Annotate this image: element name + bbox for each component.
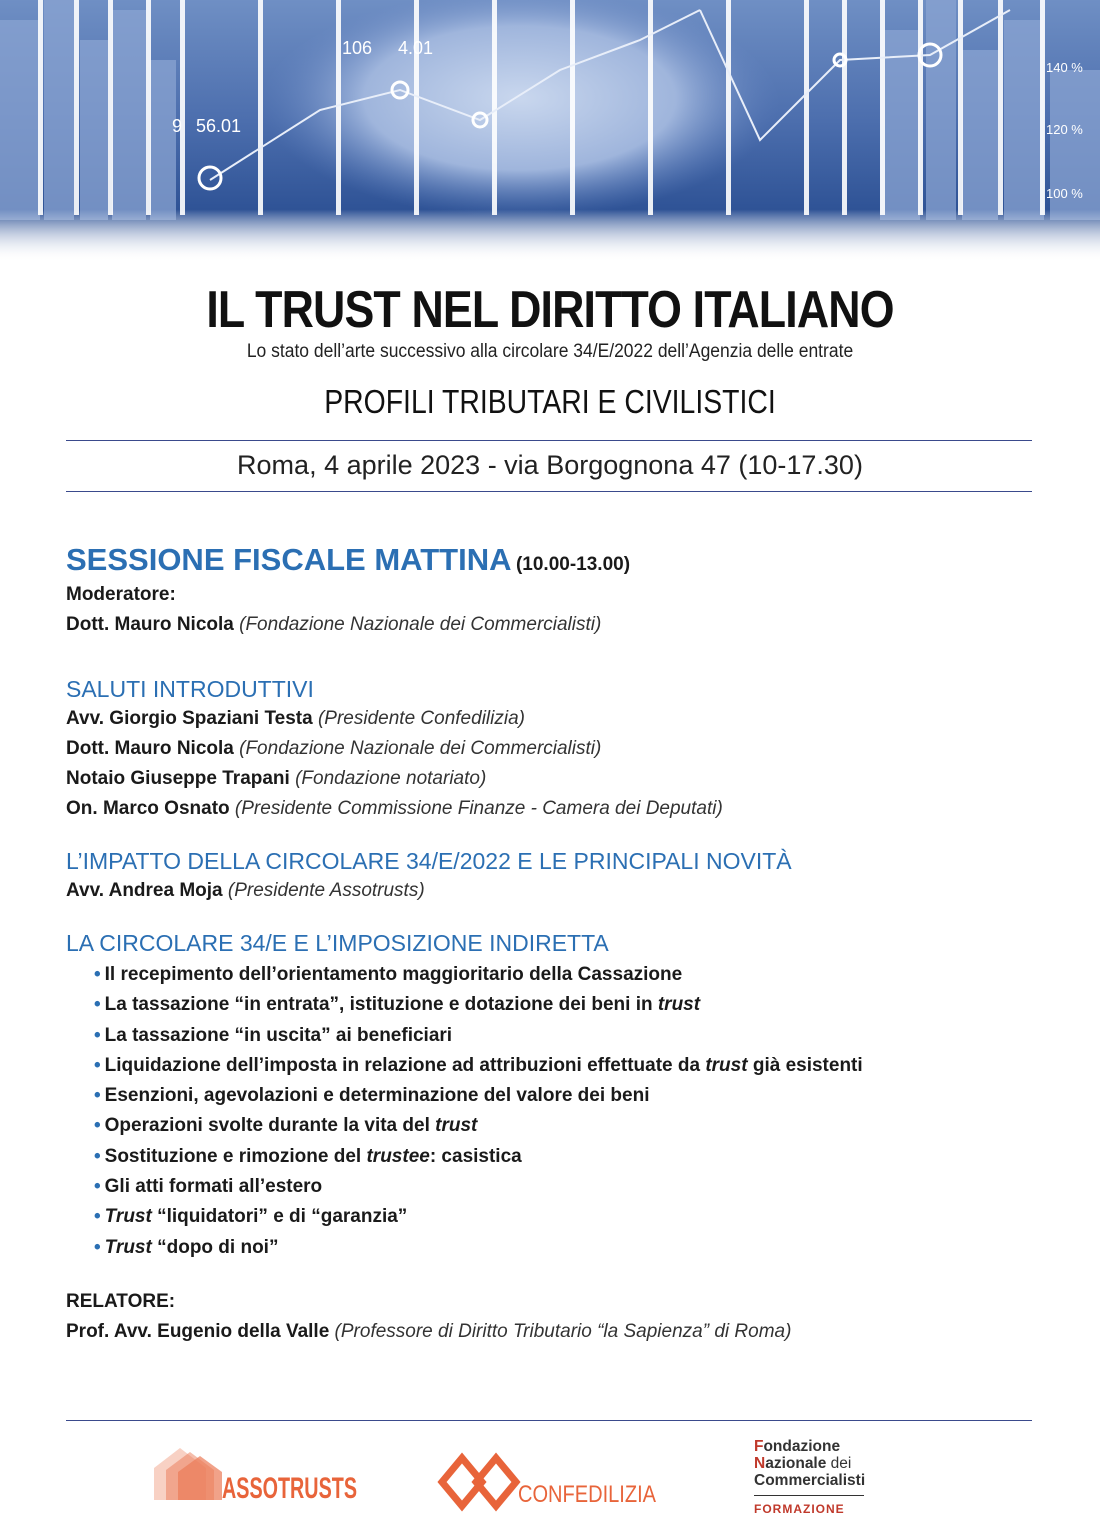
event-date-location: Roma, 4 aprile 2023 - via Borgognona 47 (10-17.30) xyxy=(237,450,863,480)
bullet-icon: • xyxy=(94,1024,101,1046)
impact-heading: L’IMPATTO DELLA CIRCOLARE 34/E/2022 E LE PRINCIPALI NOVITÀ xyxy=(66,848,792,874)
speaker-line xyxy=(66,876,1046,906)
list-item: • Gli atti formati all’estero xyxy=(94,1176,323,1198)
confedilizia-logo xyxy=(436,1452,661,1510)
page-title: IL TRUST NEL DIRITTO ITALIANO xyxy=(206,281,894,339)
topic-list xyxy=(94,960,1046,1263)
moderator-line xyxy=(66,610,1046,640)
assotrusts-logo xyxy=(152,1440,362,1510)
sponsor-logos xyxy=(66,1430,1032,1525)
list-item: • La tassazione “in entrata”, istituzione e dotazione dei beni in trust xyxy=(94,994,701,1016)
divider-middle xyxy=(66,491,1032,492)
bullet-icon: • xyxy=(94,1176,101,1198)
header-banner xyxy=(0,0,1100,262)
banner-graphic xyxy=(0,0,1100,262)
speaker-role: (Presidente Assotrusts) xyxy=(227,880,425,901)
indirect-tax-heading: LA CIRCOLARE 34/E E L’IMPOSIZIONE INDIRETTA xyxy=(66,930,609,956)
bullet-icon: • xyxy=(94,1236,101,1258)
greetings-heading: SALUTI INTRODUTTIVI xyxy=(66,676,314,702)
speaker-name: Prof. Avv. Eugenio della Valle xyxy=(66,1320,330,1342)
bullet-icon: • xyxy=(94,994,101,1016)
speaker-role: (Presidente Confedilizia) xyxy=(317,708,525,729)
list-item: • Sostituzione e rimozione del trustee: casistica xyxy=(94,1145,522,1167)
speaker-line xyxy=(66,764,1046,794)
session-header xyxy=(66,540,1046,580)
section-profiles-title: PROFILI TRIBUTARI E CIVILISTICI xyxy=(324,383,776,420)
svg-text:ASSOTRUSTS: ASSOTRUSTS xyxy=(222,1472,357,1505)
speaker-name: Notaio Giuseppe Trapani xyxy=(66,768,290,789)
list-item: • Trust “liquidatori” e di “garanzia” xyxy=(94,1206,408,1228)
bullet-icon: • xyxy=(94,964,101,985)
fnc-logo: Fondazione Nazionale dei Commercialisti FORMAZIONE xyxy=(754,1438,866,1516)
session-time: (10.00-13.00) xyxy=(515,554,631,575)
session-title: SESSIONE FISCALE MATTINA xyxy=(66,542,512,577)
speaker-role: (Professore di Diritto Tributario “la Sapienza” di Roma) xyxy=(334,1320,792,1342)
moderator-label: Moderatore: xyxy=(66,584,176,605)
bullet-icon: • xyxy=(94,1145,101,1167)
list-item: • Trust “dopo di noi” xyxy=(94,1236,279,1258)
speaker-line xyxy=(66,704,1046,734)
speaker-role: (Fondazione Nazionale dei Commercialisti) xyxy=(239,738,602,759)
speaker-name: Avv. Andrea Moja xyxy=(66,880,223,901)
divider-top xyxy=(66,440,1032,441)
list-item: • La tassazione “in uscita” ai beneficiari xyxy=(94,1024,453,1046)
speaker-role: (Fondazione notariato) xyxy=(295,768,487,789)
list-item: • Operazioni svolte durante la vita del trust xyxy=(94,1115,478,1137)
bullet-icon: • xyxy=(94,1054,101,1076)
speaker-role: (Presidente Commissione Finanze - Camera dei Deputati) xyxy=(234,798,723,819)
speaker-label: RELATORE: xyxy=(66,1290,176,1312)
page-subtitle: Lo stato dell’arte successivo alla circolare 34/E/2022 dell’Agenzia delle entrate xyxy=(246,341,854,362)
program-content xyxy=(66,540,1046,1347)
speaker-line xyxy=(66,1317,1046,1347)
speaker-line xyxy=(66,734,1046,764)
divider-bottom xyxy=(66,1420,1032,1421)
bullet-icon: • xyxy=(94,1085,101,1107)
speaker-line xyxy=(66,794,1046,824)
list-item: • Il recepimento dell’orientamento maggioritario della Cassazione xyxy=(94,964,683,985)
bullet-icon: • xyxy=(94,1206,101,1228)
svg-text:CONFEDILIZIA: CONFEDILIZIA xyxy=(518,1481,656,1508)
speaker-name: On. Marco Osnato xyxy=(66,798,230,819)
list-item: • Liquidazione dell’imposta in relazione ad attribuzioni effettuate da trust già esistenti xyxy=(94,1054,863,1076)
bullet-icon: • xyxy=(94,1115,101,1137)
speaker-name: Avv. Giorgio Spaziani Testa xyxy=(66,708,313,729)
moderator-role: (Fondazione Nazionale dei Commercialisti) xyxy=(239,614,602,635)
list-item: • Esenzioni, agevolazioni e determinazione del valore dei beni xyxy=(94,1085,650,1107)
speaker-name: Dott. Mauro Nicola xyxy=(66,738,234,759)
moderator-name: Dott. Mauro Nicola xyxy=(66,614,234,635)
